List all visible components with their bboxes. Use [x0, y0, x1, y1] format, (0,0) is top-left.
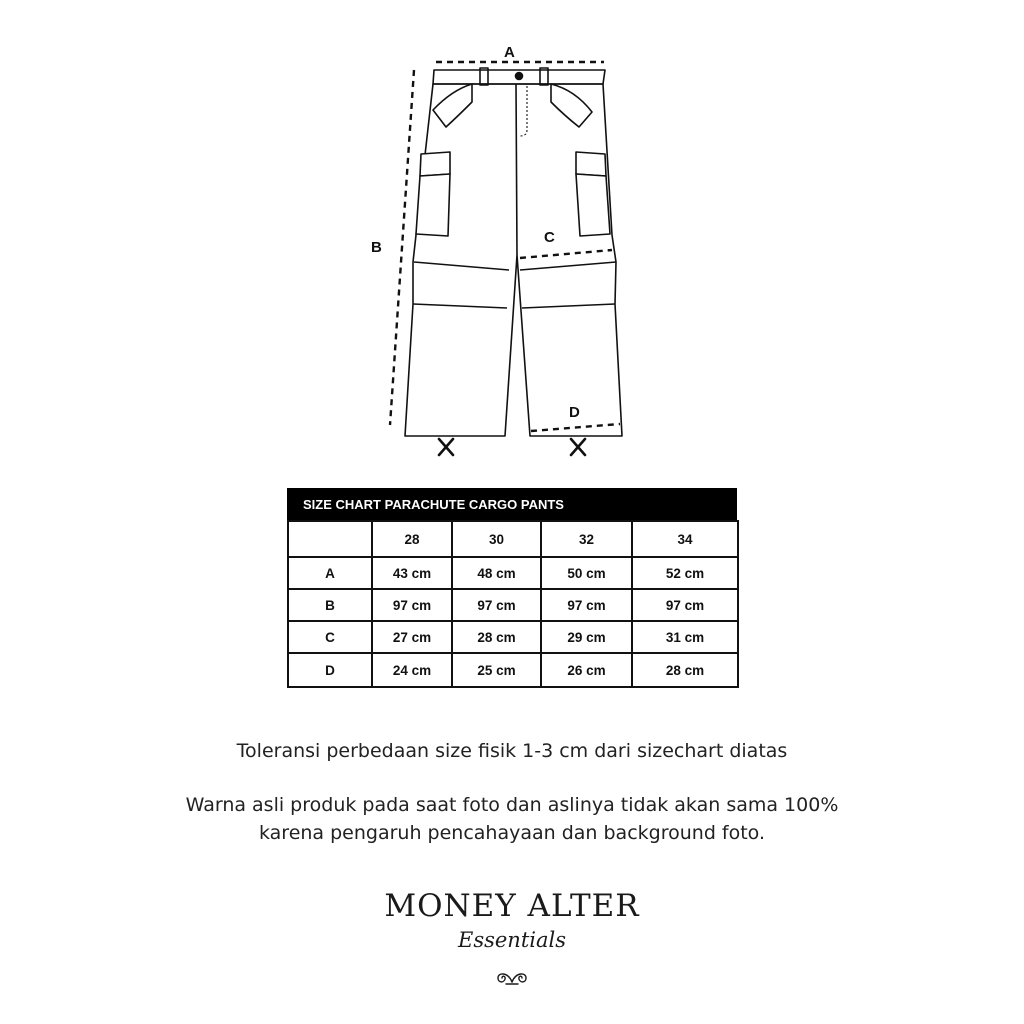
tolerance-note: Toleransi perbedaan size fisik 1-3 cm dari sizechart diatas [236, 740, 788, 762]
right-cargo-pocket [576, 174, 610, 236]
measurement-cell: 31 cm [632, 621, 738, 653]
pants-measurement-diagram [0, 0, 1024, 470]
table-row [288, 621, 738, 653]
row-label-cell: B [288, 589, 372, 621]
left-cargo-pocket [416, 174, 450, 236]
pants-fly-stitch [520, 86, 527, 136]
left-knee-panel-top [414, 262, 509, 270]
measurement-cell: 29 cm [541, 621, 632, 653]
dimension-b-line [390, 70, 414, 425]
measurement-cell: 97 cm [541, 589, 632, 621]
measurement-cell: 50 cm [541, 557, 632, 589]
row-label-cell: D [288, 653, 372, 687]
dimension-c-label: C [544, 229, 555, 246]
left-cargo-pocket-flap [420, 152, 450, 176]
size-header-cell: 32 [541, 521, 632, 557]
size-header-cell: 30 [452, 521, 541, 557]
measurement-cell: 27 cm [372, 621, 452, 653]
dimension-d-label: D [569, 404, 580, 421]
corner-cell [288, 521, 372, 557]
brand-name: MONEY ALTER [384, 888, 640, 924]
measurement-cell: 28 cm [452, 621, 541, 653]
left-hem-x-mark [439, 439, 453, 455]
measurement-cell: 97 cm [372, 589, 452, 621]
size-chart-table [287, 520, 739, 688]
table-row [288, 653, 738, 687]
pants-fly-seam [516, 84, 517, 255]
measurement-cell: 48 cm [452, 557, 541, 589]
size-chart [287, 488, 737, 688]
right-hem-x-mark [571, 439, 585, 455]
double-swirl-emblem-icon [494, 968, 530, 988]
right-front-pocket [551, 84, 592, 127]
pants-outline [405, 84, 622, 436]
measurement-cell: 43 cm [372, 557, 452, 589]
measurement-cell: 25 cm [452, 653, 541, 687]
table-row [288, 589, 738, 621]
dimension-b-label: B [371, 239, 382, 256]
color-disclaimer-line-1: Warna asli produk pada saat foto dan aslinya tidak akan sama 100% [185, 794, 839, 816]
left-knee-panel-bottom [413, 304, 507, 308]
waist-button [516, 73, 523, 80]
dimension-c-line [520, 250, 612, 258]
color-disclaimer-line-2: karena pengaruh pencahayaan dan background foto. [258, 822, 766, 844]
left-front-pocket [433, 84, 472, 127]
measurement-cell: 28 cm [632, 653, 738, 687]
measurement-cell: 24 cm [372, 653, 452, 687]
table-row [288, 557, 738, 589]
right-cargo-pocket-flap [576, 152, 606, 176]
size-chart-title: SIZE CHART PARACHUTE CARGO PANTS [287, 488, 737, 520]
measurement-cell: 97 cm [632, 589, 738, 621]
row-label-cell: A [288, 557, 372, 589]
size-header-cell: 34 [632, 521, 738, 557]
dimension-d-line [531, 424, 620, 431]
row-label-cell: C [288, 621, 372, 653]
size-header-cell: 28 [372, 521, 452, 557]
brand-subtitle: Essentials [457, 928, 566, 952]
size-header-row [288, 521, 738, 557]
dimension-a-label: A [504, 44, 515, 61]
right-knee-panel-bottom [522, 304, 615, 308]
measurement-cell: 52 cm [632, 557, 738, 589]
measurement-cell: 26 cm [541, 653, 632, 687]
right-knee-panel-top [520, 262, 616, 270]
measurement-cell: 97 cm [452, 589, 541, 621]
